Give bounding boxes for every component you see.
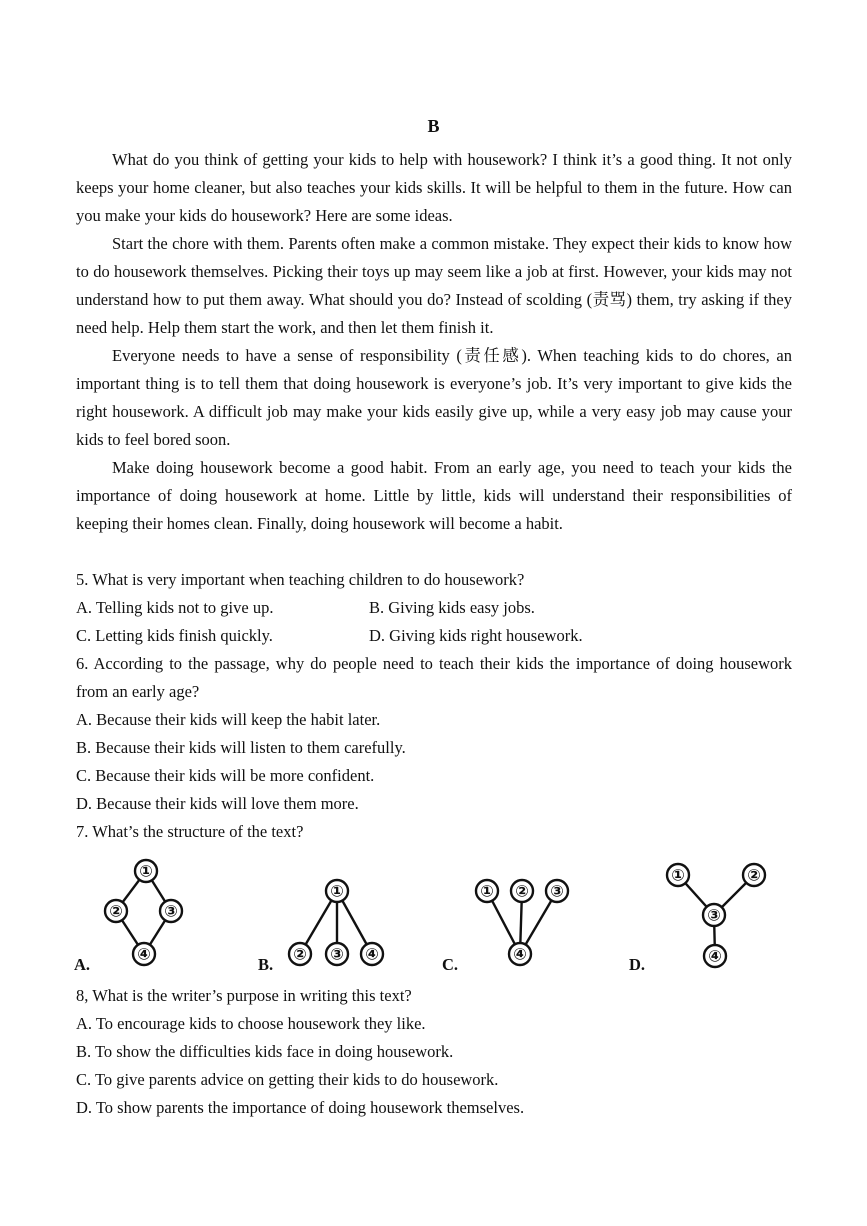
question-5-option-b: B. Giving kids easy jobs. <box>369 598 535 617</box>
svg-text:③: ③ <box>707 905 721 925</box>
svg-text:②: ② <box>515 881 529 901</box>
svg-text:③: ③ <box>330 944 344 964</box>
svg-text:①: ① <box>139 861 153 881</box>
question-7-stem: 7. What’s the structure of the text? <box>76 822 304 841</box>
svg-text:④: ④ <box>365 944 379 964</box>
svg-text:③: ③ <box>550 881 564 901</box>
section-title: B <box>427 116 440 136</box>
diagram-a <box>95 850 195 975</box>
passage-paragraph: Make doing housework become a good habit. From an early age, you need to teach your kids the importance of doing housework at home. Little by little, kids will understand their responsibilities of keeping their homes clean. Finally, doing housework will become a habit. <box>76 458 792 533</box>
question-6-option-c: C. Because their kids will be more confident. <box>76 766 375 785</box>
diagram-d-label: D. <box>629 955 646 974</box>
svg-text:④: ④ <box>513 944 527 964</box>
reading-passage <box>76 146 792 538</box>
question-5-stem: 5. What is very important when teaching children to do housework? <box>76 570 525 589</box>
diagram-d <box>660 855 770 975</box>
question-6-option-d: D. Because their kids will love them more. <box>76 794 359 813</box>
diagram-a-label: A. <box>74 955 91 974</box>
passage-paragraph: What do you think of getting your kids to help with housework? I think it’s a good thing. It not only keeps your home cleaner, but also teaches your kids skills. It will be helpful to them in the future. How can you make your kids do housework? Here are some ideas. <box>76 150 792 225</box>
question-6-option-b: B. Because their kids will listen to them carefully. <box>76 738 406 757</box>
diagram-b-label: B. <box>258 955 274 974</box>
question-5-option-d: D. Giving kids right housework. <box>369 626 583 645</box>
question-5-option-a: A. Telling kids not to give up. <box>76 598 274 617</box>
question-5-option-c: C. Letting kids finish quickly. <box>76 626 273 645</box>
svg-text:③: ③ <box>164 901 178 921</box>
question-6-stem: 6. According to the passage, why do people need to teach their kids the importance of doing housework from an early age? <box>76 654 792 701</box>
passage-paragraph: Everyone needs to have a sense of responsibility (责任感). When teaching kids to do chores, an important thing is to tell them that doing housework is everyone’s job. It’s very important to give kids the right housework. A difficult job may make your kids easily give up, while a very easy job may cause your kids to feel bored soon. <box>76 346 792 449</box>
svg-text:④: ④ <box>137 944 151 964</box>
question-8-option-b: B. To show the difficulties kids face in doing housework. <box>76 1042 454 1061</box>
diagram-c-label: C. <box>442 955 459 974</box>
question-8-stem: 8, What is the writer’s purpose in writing this text? <box>76 986 412 1005</box>
passage-paragraph: Start the chore with them. Parents often make a common mistake. They expect their kids to know how to do housework themselves. Picking their toys up may seem like a job at first. However, your kids may not understand how to put them away. What should you do? Instead of scolding (责骂) them, try asking if they need help. Help them start the work, and then let them finish it. <box>76 234 792 337</box>
svg-text:②: ② <box>293 944 307 964</box>
diagram-c <box>465 870 585 975</box>
svg-text:①: ① <box>671 865 685 885</box>
question-8-option-c: C. To give parents advice on getting their kids to do housework. <box>76 1070 499 1089</box>
svg-text:①: ① <box>330 881 344 901</box>
svg-text:②: ② <box>109 901 123 921</box>
svg-text:④: ④ <box>708 946 722 966</box>
question-6-option-a: A. Because their kids will keep the habit later. <box>76 710 381 729</box>
question-8-option-a: A. To encourage kids to choose housework they like. <box>76 1014 426 1033</box>
question-8-option-d: D. To show parents the importance of doing housework themselves. <box>76 1098 525 1117</box>
svg-text:①: ① <box>480 881 494 901</box>
diagram-b <box>280 870 400 975</box>
svg-text:②: ② <box>747 865 761 885</box>
